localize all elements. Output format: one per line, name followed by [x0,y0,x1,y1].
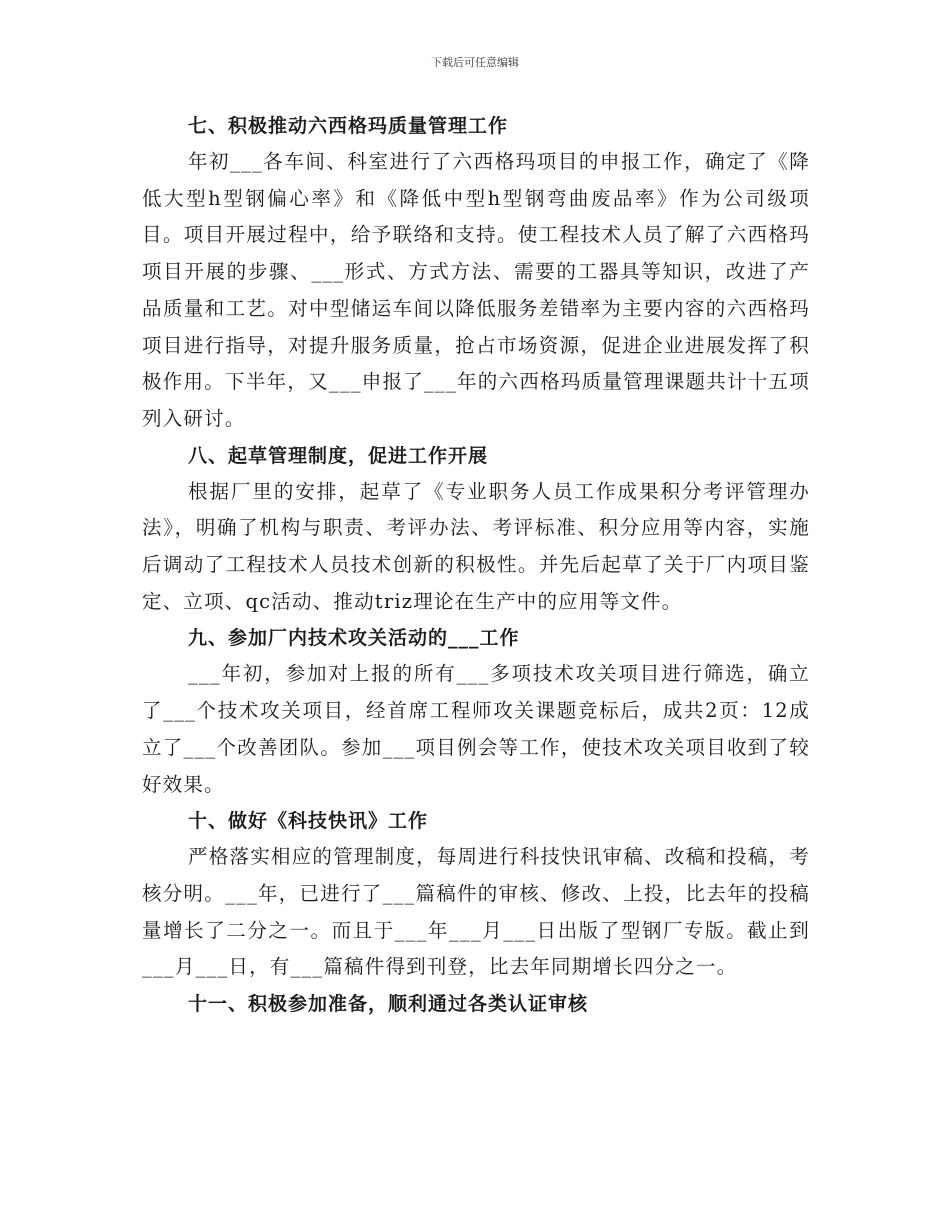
section-heading: 七、积极推动六西格玛质量管理工作 [188,115,509,137]
header-note: 下载后可任意编辑 [431,56,519,69]
section-heading: 十、做好《科技快讯》工作 [188,810,429,833]
section-8 [142,438,810,621]
section-heading: 八、起草管理制度，促进工作开展 [188,444,489,467]
section-7 [142,108,810,438]
section-paragraph: 年初___各车间、科室进行了六西格玛项目的申报工作，确定了《降低大型h型钢偏心率》和《降低中型h型钢弯曲废品率》作为公司级项目。项目开展过程中，给予联络和支持。使工程技术人员了解了六西格玛项目开展的步骤、___形式、方式方法、需要的工器具等知识，改进了产品质量和工艺。对中型储运车间以降低服务差错率为主要内容的六西格玛项目进行指导，对提升服务质量，抢占市场资源，促进企业进展发挥了积极作用。下半年，又___申报了___年的六西格玛质量管理课题共计十五项列入研讨。 [142,150,810,430]
section-paragraph: ___年初，参加对上报的所有___多项技术攻关项目进行筛选，确立了___个技术攻关项目，经首席工程师攻关课题竞标后，成共2页：12成立了___个改善团队。参加___项目例会等工作，使技术攻关项目收到了较好效果。 [142,662,810,796]
section-10 [142,803,810,986]
section-9 [142,620,810,803]
section-paragraph: 严格落实相应的管理制度，每周进行科技快讯审稿、改稿和投稿，考核分明。___年，已进行了___篇稿件的审核、修改、上投，比去年的投稿量增长了二分之一。而且于___年___月___日出版了型钢厂专版。截止到___月___日，有___篇稿件得到刊登，比去年同期增长四分之一。 [142,845,810,979]
section-11 [142,986,810,1022]
section-heading: 十一、积极参加准备，顺利通过各类认证审核 [188,993,589,1016]
section-heading: 九、参加厂内技术攻关活动的___工作 [188,627,520,650]
section-paragraph: 根据厂里的安排，起草了《专业职务人员工作成果积分考评管理办法》，明确了机构与职责、考评办法、考评标准、积分应用等内容，实施后调动了工程技术人员技术创新的积极性。并先后起草了关于厂内项目鉴定、立项、qc活动、推动triz理论在生产中的应用等文件。 [142,479,810,613]
document-body [142,108,810,1022]
